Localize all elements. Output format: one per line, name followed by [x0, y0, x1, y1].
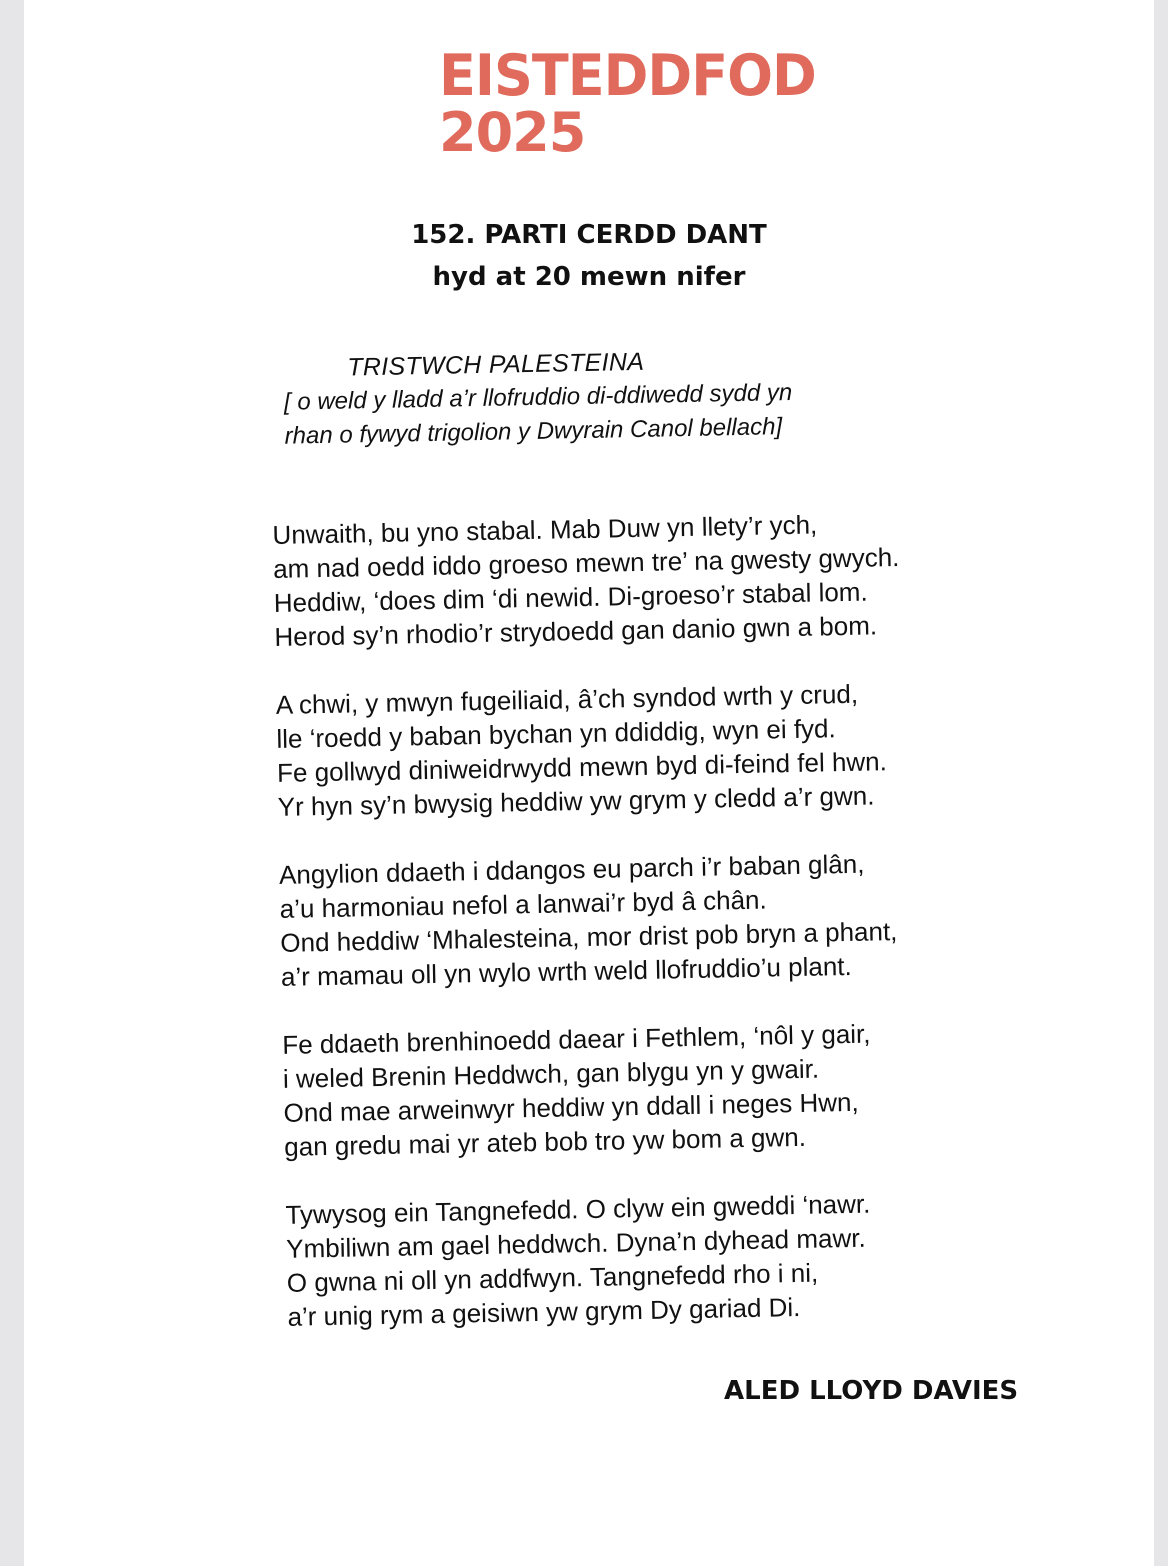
eisteddfod-logo [439, 42, 816, 164]
stanza-1 [272, 504, 994, 654]
poem-line: Angylion ddaeth i ddangos eu parch i’r baban glân, [278, 848, 865, 890]
poem-line: a’u harmoniau nefol a lanwai’r byd â chân. [279, 884, 767, 924]
scanned-poem [269, 338, 1008, 1368]
poem-line: a’r mamau oll yn wylo wrth weld llofruddio’u plant. [280, 950, 852, 992]
poem-line: Yr hyn sy’n bwysig heddiw yw grym y cledd a’r gwn. [277, 780, 875, 822]
poem-line: Unwaith, bu yno stabal. Mab Duw yn llety’r ych, [272, 509, 818, 550]
poem-line: Herod sy’n rhodio’r strydoedd gan danio gwn a bom. [274, 610, 878, 652]
poem-line: Fe ddaeth brenhinoedd daear i Fethlem, ‘nôl y gair, [282, 1018, 871, 1060]
competition-subtitle: hyd at 20 mewn nifer [432, 262, 746, 292]
poem-line: am nad oedd iddo groeso mewn tre’ na gwesty gwych. [272, 541, 900, 584]
poem-line: Fe gollwyd diniweidrwydd mewn byd di-feind fel hwn. [276, 746, 888, 788]
logo-year: 2025 [439, 101, 586, 164]
stanza-3 [279, 844, 1001, 994]
poem-line: lle ‘roedd y baban bychan yn ddiddig, wyn ei fyd. [276, 713, 836, 754]
poem-line: a’r unig rym a geisiwn yw grym Dy gariad Di. [287, 1291, 801, 1332]
poem-note-line-1: [ o weld y lladd a’r llofruddio di-ddiwedd sydd yn [283, 378, 793, 416]
logo-word: EISTEDDFOD [439, 42, 816, 109]
stanza-5 [285, 1184, 1007, 1334]
poem-note-line-2: rhan o fywyd trigolion y Dwyrain Canol bellach] [284, 413, 783, 450]
author-name: ALED LLOYD DAVIES [724, 1376, 1019, 1406]
stanza-2 [275, 674, 997, 824]
poem-line: Tywysog ein Tangnefedd. O clyw ein gweddi ‘nawr. [285, 1188, 871, 1230]
poem-line: gan gredu mai yr ateb bob tro yw bom a gwn. [283, 1121, 807, 1162]
document-page [24, 0, 1154, 1566]
poem-line: A chwi, y mwyn fugeiliaid, â’ch syndod wrth y crud, [275, 678, 859, 720]
poem-title: TRISTWCH PALESTEINA [347, 347, 645, 382]
poem-stanzas [272, 504, 1008, 1334]
poem-line: O gwna ni oll yn addfwyn. Tangnefedd rho i ni, [286, 1257, 819, 1298]
stanza-4 [282, 1014, 1004, 1164]
poem-line: Ond mae arweinwyr heddiw yn ddall i neges Hwn, [283, 1086, 859, 1128]
poem-line: Ymbiliwn am gael heddwch. Dyna’n dyhead mawr. [285, 1222, 866, 1264]
poem-line: Ond heddiw ‘Mhalesteina, mor drist pob bryn a phant, [280, 916, 898, 958]
competition-title: 152. PARTI CERDD DANT [411, 220, 767, 250]
poem-line: i weled Brenin Heddwch, gan blygu yn y gwair. [282, 1053, 820, 1094]
poem-line: Heddiw, ‘does dim ‘di newid. Di-groeso’r stabal lom. [273, 576, 868, 618]
